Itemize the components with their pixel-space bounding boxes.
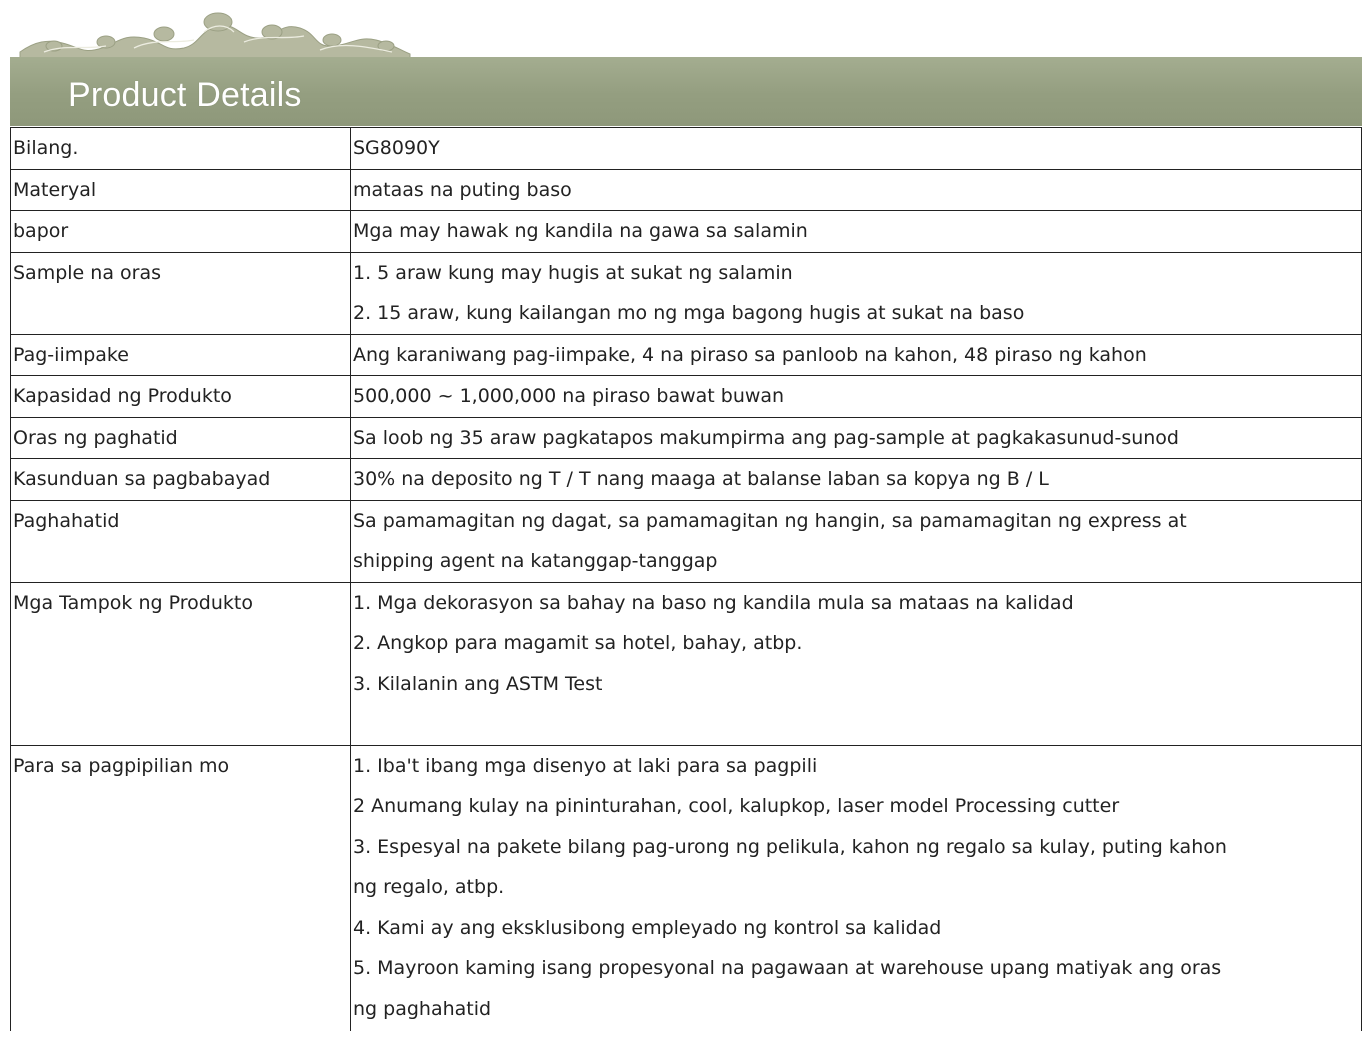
value-line: 4. Kami ay ang eksklusibong empleyado ng kontrol sa kalidad	[353, 916, 942, 939]
row-label: Materyal	[11, 169, 351, 211]
value-line: 30% na deposito ng T / T nang maaga at balanse laban sa kopya ng B / L	[353, 468, 1049, 490]
page-title: Product Details	[68, 76, 302, 114]
table-row	[11, 582, 1362, 745]
row-value	[351, 334, 1362, 376]
value-line: 500,000 ~ 1,000,000 na piraso bawat buwan	[353, 385, 785, 407]
value-line: 5. Mayroon kaming isang propesyonal na pagawaan at warehouse upang matiyak ang oras	[353, 957, 1222, 979]
row-value	[351, 459, 1362, 501]
value-line: Ang karaniwang pag-iimpake, 4 na piraso sa panloob na kahon, 48 piraso ng kahon	[353, 343, 1147, 366]
row-value	[351, 417, 1362, 459]
table-row	[11, 417, 1362, 459]
row-label: Kasunduan sa pagbabayad	[11, 459, 351, 501]
value-line: Mga may hawak ng kandila na gawa sa salamin	[353, 220, 808, 242]
row-label: Paghahatid	[11, 500, 351, 582]
value-line: ng regalo, atbp.	[353, 876, 505, 898]
value-line: 2. 15 araw, kung kailangan mo ng mga bagong hugis at sukat na baso	[353, 302, 1025, 324]
floral-ornament	[14, 8, 414, 60]
table-row	[11, 459, 1362, 501]
row-value	[351, 500, 1362, 582]
table-row	[11, 500, 1362, 582]
value-line: 3. Espesyal na pakete bilang pag-urong ng pelikula, kahon ng regalo sa kulay, puting kahon	[353, 835, 1227, 858]
table-row	[11, 334, 1362, 376]
row-label: Para sa pagpipilian mo	[11, 745, 351, 1031]
row-value	[351, 169, 1362, 211]
table-row	[11, 376, 1362, 418]
row-value	[351, 582, 1362, 745]
table-row	[11, 211, 1362, 253]
table-row	[11, 128, 1362, 170]
value-line: SG8090Y	[353, 137, 440, 159]
value-line: Sa loob ng 35 araw pagkatapos makumpirma ang pag-sample at pagkakasunud-sunod	[353, 426, 1179, 449]
table-row	[11, 745, 1362, 1031]
value-line: ng paghahatid	[353, 997, 492, 1020]
product-details-table	[10, 127, 1362, 1031]
row-value	[351, 128, 1362, 170]
row-label: Sample na oras	[11, 252, 351, 334]
value-line: 2 Anumang kulay na pininturahan, cool, kalupkop, laser model Processing cutter	[353, 795, 1120, 817]
row-value	[351, 252, 1362, 334]
product-details-header	[0, 0, 1362, 127]
row-label: bapor	[11, 211, 351, 253]
value-line: 1. Iba't ibang mga disenyo at laki para sa pagpili	[353, 754, 818, 777]
value-line: 1. Mga dekorasyon sa bahay na baso ng kandila mula sa mataas na kalidad	[353, 591, 1074, 614]
value-line: shipping agent na katanggap-tanggap	[353, 550, 718, 572]
value-line: mataas na puting baso	[353, 178, 572, 201]
row-label: Pag-iimpake	[11, 334, 351, 376]
row-value	[351, 211, 1362, 253]
value-line: 3. Kilalanin ang ASTM Test	[353, 672, 603, 695]
row-label: Bilang.	[11, 128, 351, 170]
row-label: Kapasidad ng Produkto	[11, 376, 351, 418]
row-value	[351, 376, 1362, 418]
table-row	[11, 169, 1362, 211]
table-row	[11, 252, 1362, 334]
row-label: Mga Tampok ng Produkto	[11, 582, 351, 745]
row-label: Oras ng paghatid	[11, 417, 351, 459]
value-line: 1. 5 araw kung may hugis at sukat ng salamin	[353, 261, 793, 284]
value-line: Sa pamamagitan ng dagat, sa pamamagitan ng hangin, sa pamamagitan ng express at	[353, 509, 1187, 532]
row-value	[351, 745, 1362, 1031]
value-line: 2. Angkop para magamit sa hotel, bahay, atbp.	[353, 632, 803, 654]
